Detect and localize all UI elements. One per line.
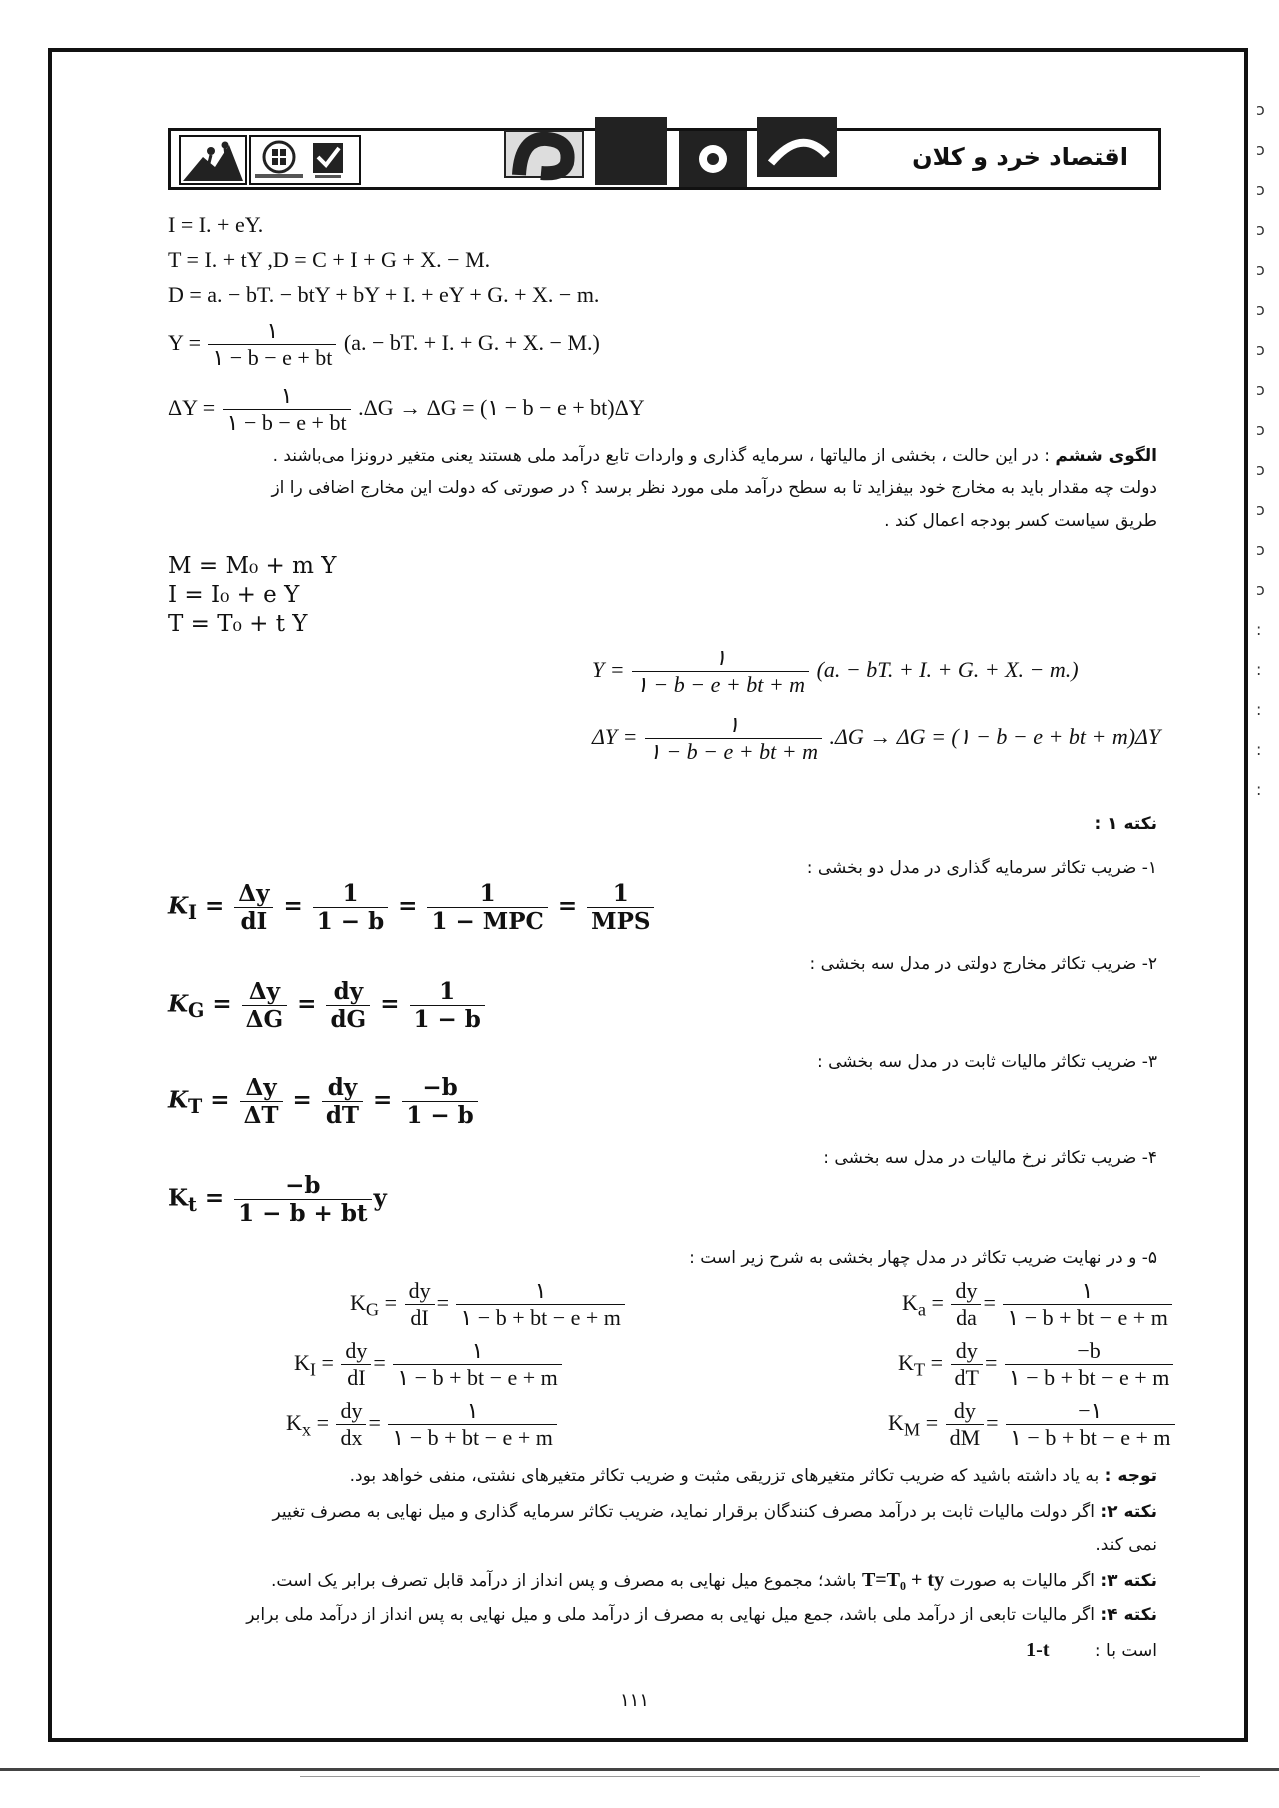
- equation-delta-income-four-sector: ΔY = $\frac{۱}{۱ - b - e + bt + m}$ .ΔG → ΔG = (۱ − b − e + bt + m)ΔY: [592, 712, 1161, 765]
- scan-edge-line: [300, 1776, 1200, 1777]
- equation-investment: I = I. + eY.: [168, 212, 264, 237]
- equation-imports: M = M₀ + m Y: [168, 553, 337, 579]
- note1-item2: ۲- ضریب تکاثر مخارج دولتی در مدل سه بخشی :: [809, 954, 1157, 974]
- note1-item4: ۴- ضریب تکاثر نرخ مالیات در مدل سه بخشی :: [823, 1148, 1157, 1168]
- scan-edge-line: [0, 1768, 1279, 1771]
- brand-logo-mahan: [501, 117, 841, 191]
- pattern6-line2: دولت چه مقدار باید به مخارج خود بیفزاید تا به سطح درآمد ملی مورد نظر برسد ؟ در صورتی که دولت این مخارج اضافی را از: [271, 478, 1157, 499]
- equation-income-four-sector: Y = $\frac{۱}{۱ - b - e + bt + m}$ (a. − bT. + I. + G. + X. − m.): [592, 645, 1079, 698]
- four-sector-multiplier-kg: $K_G$ = $\frac{dy}{dI}$ = $\frac{۱}{۱ - b + bt - e + m}$: [350, 1278, 627, 1332]
- note4: نکته ۴: اگر مالیات تابعی از درآمد ملی باشد، جمع میل نهایی به مصرف از درآمد ملی و میل نهایی به پس انداز از درآمد ملی برابر: [246, 1604, 1157, 1625]
- note1-item1: ۱- ضریب تکاثر سرمایه گذاری در مدل دو بخشی :: [806, 858, 1157, 878]
- multiplier-fixed-tax: $K_T$ = $\frac{\Delta y}{\Delta T}$ = $\frac{dy}{dT}$ = $\frac{-b}{1 - b}$: [168, 1074, 480, 1129]
- pattern6-line1: : در این حالت ، بخشی از مالیاتها ، سرمایه گذاری و واردات تابع درآمد ملی هستند یعنی متغیر درونزا می‌باشند .: [272, 446, 1050, 466]
- four-sector-multiplier-km: $K_M$ = $\frac{dy}{dM}$ = $\frac{-۱}{۱ - b + bt - e + m}$: [888, 1398, 1177, 1452]
- caution-note: توجه : به یاد داشته باشید که ضریب تکاثر متغیرهای تزریقی مثبت و ضریب تکاثر متغیرهای نشتی، منفی خواهد بود.: [349, 1466, 1157, 1486]
- binding-holes: ɔ ɔ ɔ ɔ ɔ ɔ ɔ ɔ ɔ ɔ ɔ ɔ ɔ : : : : :: [1256, 100, 1265, 799]
- four-sector-multiplier-ki: $K_I$ = $\frac{dy}{dI}$ = $\frac{۱}{۱ - b + bt - e + m}$: [294, 1338, 564, 1392]
- notes-section: [157, 1460, 1157, 1669]
- note4-continued: است با : 1-t: [1026, 1639, 1157, 1662]
- four-sector-multiplier-kx: $K_x$ = $\frac{dy}{dx}$ = $\frac{۱}{۱ - b + bt - e + m}$: [286, 1398, 559, 1452]
- multiplier-government-spending: $K_G$ = $\frac{\Delta y}{\Delta G}$ = $\frac{dy}{dG}$ = $\frac{1}{1 - b}$: [168, 978, 487, 1033]
- page-header: [168, 128, 1161, 190]
- equation-income: Y = $\frac{۱}{۱ - b - e + bt}$ (a. − bT. + I. + G. + X. − M.): [168, 318, 600, 371]
- pattern6-line3: طریق سیاست کسر بودجه اعمال کند .: [884, 510, 1157, 531]
- equation-investment-function: I = I₀ + e Y: [168, 582, 300, 608]
- page-number: ۱۱۱: [620, 1690, 650, 1711]
- multiplier-investment-two-sector: $K_I$ = $\frac{\Delta y}{dI}$ = $\frac{1}{1 - b}$ = $\frac{1}{\text{1 − MPC}}$ = $\frac{1}{\text{MPS}}$: [168, 880, 656, 935]
- equation-aggregate-demand: D = a. − bT. − btY + bY + I. + eY + G. + X. − m.: [168, 282, 600, 307]
- note4-value: 1-t: [1026, 1639, 1050, 1662]
- equation-delta-income: ΔY = $\frac{۱}{۱ - b - e + bt}$ .ΔG → ΔG = (۱ − b − e + bt)ΔY: [168, 383, 645, 436]
- four-sector-multiplier-ka: $K_a$ = $\frac{dy}{da}$ = $\frac{۱}{۱ - b + bt - e + m}$: [902, 1278, 1174, 1332]
- note3: نکته ۳: اگر مالیات به صورت T=T₀ + ty باشد؛ مجموع میل نهایی به مصرف و پس انداز از درآمد قابل تصرف برابر یک است.: [270, 1568, 1157, 1591]
- equation-tax-function: T = T₀ + t Y: [168, 611, 308, 637]
- multiplier-tax-rate: $K_t$ = $\frac{-b}{1 - b + bt}$ y: [168, 1172, 387, 1227]
- certification-seal-icon: [249, 135, 361, 185]
- pattern6-label: الگوی ششم: [1055, 446, 1157, 466]
- pattern6-paragraph: [157, 440, 1157, 537]
- header-title: اقتصاد خرد و کلان: [912, 143, 1128, 171]
- note2: نکته ۲: اگر دولت مالیات ثابت بر درآمد مصرف کنندگان برقرار نماید، ضریب تکاثر سرمایه گذاری و میل نهایی به مصرف تغییر: [272, 1502, 1157, 1523]
- note2-continued: نمی کند.: [1095, 1534, 1157, 1555]
- four-sector-multiplier-kt: $K_T$ = $\frac{dy}{dT}$ = $\frac{-b}{۱ - b + bt - e + m}$: [898, 1338, 1175, 1392]
- equation-tax-demand: T = I. + tY ,D = C + I + G + X. − M.: [168, 247, 491, 272]
- climber-logo-icon: [179, 135, 247, 185]
- note1-item5: ۵- و در نهایت ضریب تکاثر در مدل چهار بخشی به شرح زیر است :: [689, 1248, 1157, 1268]
- note1-item3: ۳- ضریب تکاثر مالیات ثابت در مدل سه بخشی :: [817, 1052, 1157, 1072]
- note1-title: نکته ۱ :: [1094, 814, 1157, 834]
